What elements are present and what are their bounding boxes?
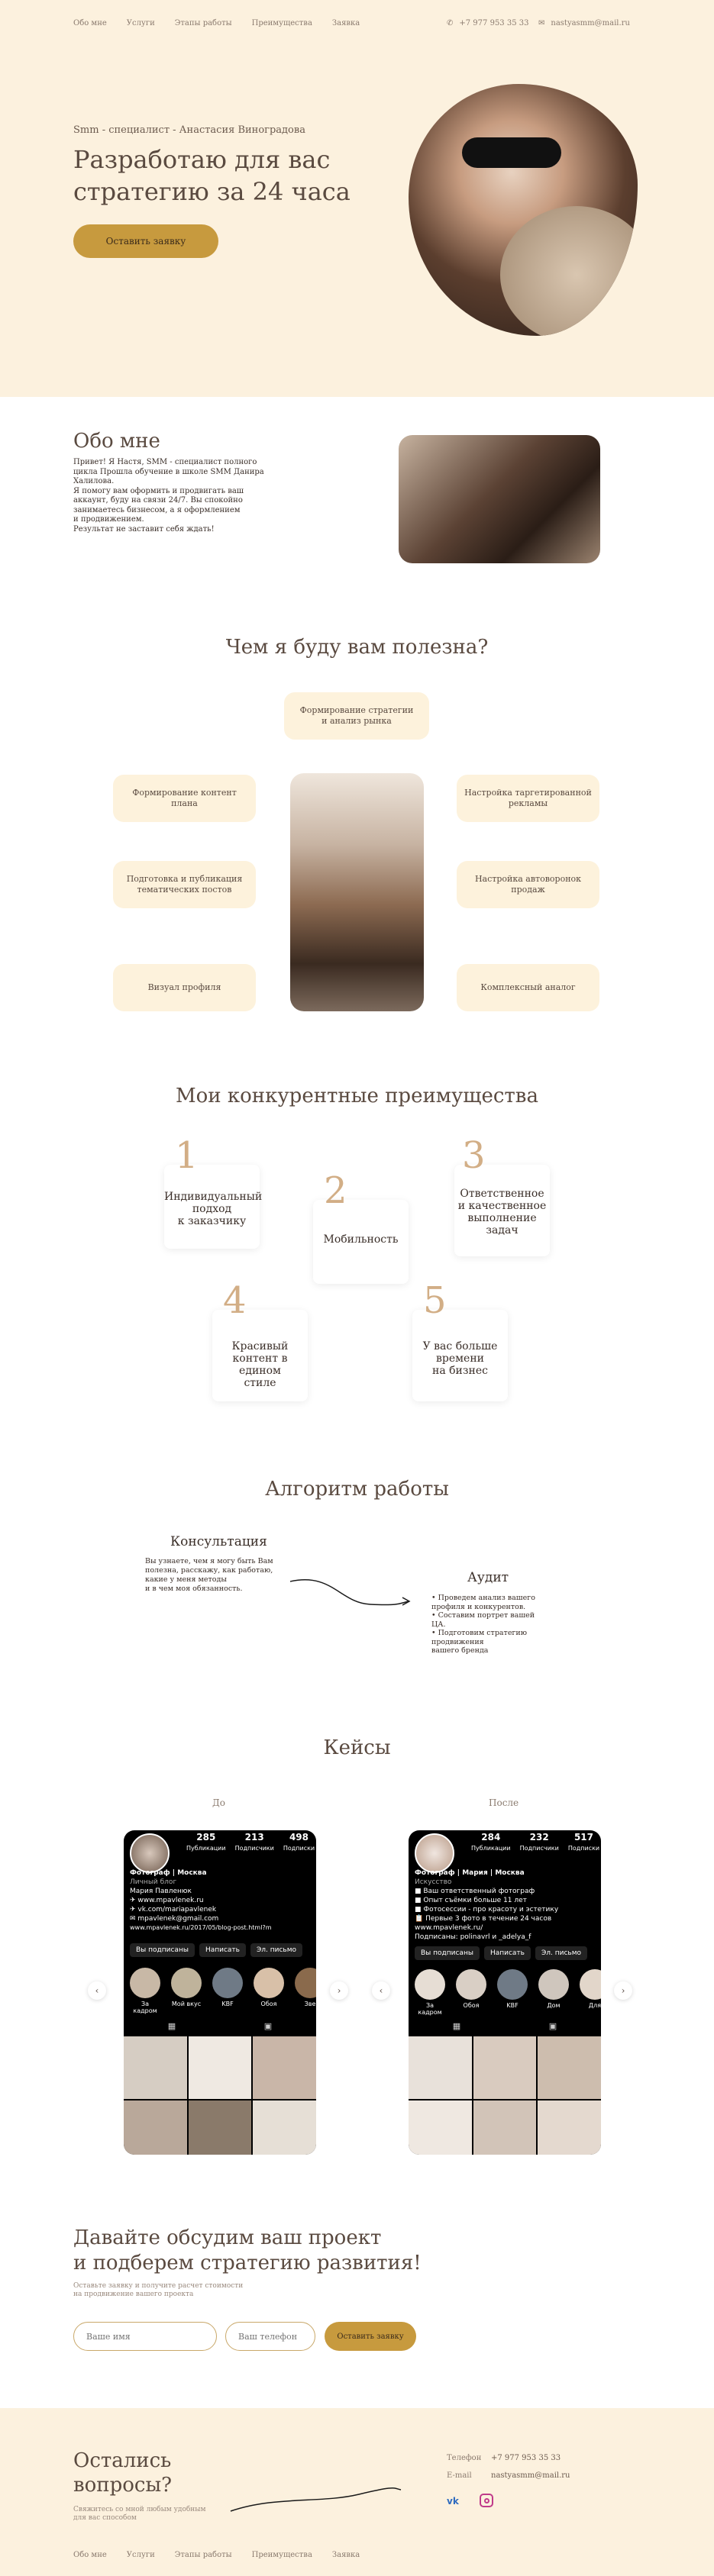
top-nav	[73, 19, 360, 27]
algorithm-arrow	[286, 1572, 416, 1618]
stat-value: 285	[196, 1832, 216, 1843]
service-line: тематических постов	[137, 885, 232, 895]
post-thumb[interactable]	[253, 2036, 316, 2099]
advantage-card	[454, 1134, 550, 1256]
advantages-title: Мои конкурентные преимущества	[176, 1085, 538, 1107]
advantage-number: 1	[175, 1134, 199, 1177]
stat-followers	[235, 1832, 274, 1852]
footer-title-line2: вопросы?	[73, 2474, 173, 2497]
service-line: и анализ рынка	[321, 716, 392, 726]
post-thumb[interactable]	[538, 2036, 601, 2099]
profile-buttons	[415, 1946, 587, 1960]
header-email-text: nastyasmm@mail.ru	[551, 19, 630, 27]
footer-phone[interactable]: +7 977 953 35 33	[491, 2454, 561, 2462]
highlight-label: Мой вкус	[171, 2001, 202, 2007]
bio-line: ■ Ваш ответственный фотограф	[415, 1888, 535, 1895]
bio-line: ✉ mpavlenek@gmail.com	[130, 1915, 219, 1923]
footer-phone-label: Телефон	[447, 2454, 482, 2462]
avatar	[130, 1833, 170, 1873]
bio-line: Искусство	[415, 1878, 452, 1886]
about-line: аккаунт, буду на связи 24/7. Вы спокойно	[73, 496, 243, 505]
about-line: Результат не заставит себя ждать!	[73, 524, 215, 534]
highlight-label: KBF	[506, 2002, 519, 2009]
highlight[interactable]	[415, 1969, 445, 2016]
mail-icon: ✉	[538, 19, 545, 27]
post-thumb[interactable]	[124, 2100, 187, 2155]
footer-nav-stages[interactable]: Этапы работы	[174, 2551, 232, 2559]
stat-value: 213	[244, 1832, 264, 1843]
advantage-line: Мобильность	[323, 1233, 399, 1246]
stat-label: Подписки	[567, 1845, 600, 1852]
fur-coat-shape	[500, 206, 638, 336]
bio-line: www.mpavlenek.ru/2017/05/blog-post.html?m	[130, 1924, 272, 1931]
advantage-line: подход	[192, 1203, 232, 1215]
avatar	[415, 1833, 454, 1873]
step-consultation-title: Консультация	[170, 1534, 267, 1549]
advantage-line: на бизнес	[432, 1365, 488, 1377]
step-line: полезна, расскажу, как работаю,	[145, 1566, 273, 1575]
cases-title: Кейсы	[323, 1736, 391, 1759]
highlight[interactable]	[212, 1968, 243, 2014]
footer-title	[73, 2449, 172, 2497]
profile-bio	[415, 1868, 558, 1942]
bio-line: Фотограф | Москва	[130, 1869, 207, 1877]
service-line: Подготовка и публикация	[126, 874, 243, 884]
advantage-line: задач	[486, 1224, 519, 1236]
advantage-card	[212, 1279, 308, 1401]
step-audit-title: Аудит	[467, 1570, 509, 1585]
advantage-number: 4	[223, 1279, 247, 1322]
advantage-line: Красивый	[231, 1340, 289, 1352]
story-highlights	[415, 1969, 601, 2016]
advantage-line: и качественное	[457, 1200, 547, 1212]
footer-note	[73, 2506, 205, 2523]
stat-label: Подписчики	[234, 1845, 274, 1852]
post-thumb[interactable]	[538, 2100, 601, 2155]
bio-line: 📋 Первые 3 фото в течение 24 часов	[415, 1915, 552, 1923]
stat-following	[283, 1832, 315, 1852]
stat-value: 232	[529, 1832, 549, 1843]
instagram-icon[interactable]	[480, 2494, 493, 2507]
footer-note-line2: для вас способом	[73, 2514, 137, 2522]
services-title: Чем я буду вам полезна?	[225, 636, 489, 659]
stat-value: 517	[573, 1832, 593, 1843]
chevron-right-icon: ›	[337, 1985, 341, 1996]
stat-value: 284	[481, 1832, 501, 1843]
service-line: Комплексный аналог	[480, 982, 576, 992]
services-photo	[290, 773, 424, 1011]
stat-posts	[186, 1832, 226, 1852]
cases-before-prev-button[interactable]	[88, 1981, 106, 2000]
grid-icon[interactable]: ▦	[167, 2021, 176, 2031]
header-phone-text: +7 977 953 35 33	[459, 19, 529, 27]
nav-item-request[interactable]: Заявка	[331, 19, 360, 27]
advantage-number: 3	[462, 1134, 486, 1177]
post-grid	[409, 2036, 601, 2155]
footer-note-line1: Свяжитесь со мной любым удобным	[73, 2506, 206, 2513]
highlight[interactable]	[580, 1969, 601, 2016]
footer-nav-request[interactable]: Заявка	[331, 2551, 360, 2559]
sunglasses-shape	[462, 137, 561, 168]
step-audit-text	[431, 1594, 535, 1656]
hero-title-line2: стратегию за 24 часа	[73, 177, 351, 206]
highlight[interactable]	[497, 1969, 528, 2016]
advantage-line: Индивидуальный	[164, 1191, 263, 1203]
post-thumb[interactable]	[473, 2100, 537, 2155]
cases-before-label: До	[212, 1797, 225, 1808]
step-line: Вы узнаете, чем я могу быть Вам	[145, 1557, 273, 1565]
step-line: какие у меня методы	[145, 1575, 227, 1584]
service-card-visual	[113, 964, 256, 1011]
highlight-label: KBF	[221, 2001, 234, 2007]
post-grid	[124, 2036, 316, 2155]
advantage-card	[412, 1279, 508, 1401]
step-line: профиля и конкурентов.	[431, 1602, 526, 1611]
stat-following	[568, 1832, 599, 1852]
advantage-card	[164, 1134, 263, 1249]
footer-email[interactable]: nastyasmm@mail.ru	[491, 2471, 570, 2480]
name-input[interactable]	[73, 2322, 217, 2351]
post-thumb[interactable]	[409, 2100, 472, 2155]
form-note-line2: на продвижение вашего проекта	[73, 2291, 194, 2298]
advantage-line: к заказчику	[177, 1215, 247, 1227]
service-line: плана	[171, 798, 198, 808]
advantage-line: стиле	[244, 1377, 276, 1389]
step-line: ЦА.	[431, 1620, 446, 1629]
highlight[interactable]	[538, 1969, 569, 2016]
highlight-label: За кадром	[418, 2002, 442, 2016]
header-email[interactable]	[538, 19, 630, 27]
bio-line: ✈ www.mpavlenek.ru	[130, 1897, 204, 1904]
stat-value: 498	[289, 1832, 309, 1843]
form-title-line1: Давайте обсудим ваш проект	[73, 2226, 382, 2249]
footer-nav-about[interactable]: Обо мне	[73, 2551, 107, 2559]
nav-item-stages[interactable]: Этапы работы	[174, 19, 232, 27]
advantage-line: У вас больше	[422, 1340, 498, 1352]
advantage-line: времени	[436, 1352, 484, 1365]
message-button[interactable]: Написать	[199, 1943, 246, 1957]
highlight[interactable]	[295, 1968, 316, 2014]
chevron-right-icon: ›	[621, 1985, 625, 1996]
cases-after-label: После	[489, 1797, 519, 1808]
service-card-content-plan	[113, 775, 256, 822]
phone-icon: ✆	[447, 19, 454, 27]
about-line: цикла Прошла обучение в школе SMM Данира	[73, 467, 264, 476]
about-title: Обо мне	[73, 430, 160, 453]
nav-item-about[interactable]: Обо мне	[73, 19, 107, 27]
profile-stats	[186, 1832, 315, 1852]
highlight-label: Дом	[547, 2002, 561, 2009]
bio-line: Фотограф | Мария | Москва	[415, 1869, 525, 1877]
tagged-icon[interactable]: ▣	[263, 2021, 273, 2031]
chevron-left-icon: ‹	[379, 1985, 383, 1996]
about-line: Я помогу вам оформить и продвигать ваш	[73, 486, 244, 495]
service-card-funnels	[457, 861, 599, 908]
highlight[interactable]	[130, 1968, 160, 2014]
highlight[interactable]	[456, 1969, 486, 2016]
story-highlights	[130, 1968, 316, 2014]
nav-item-services[interactable]: Услуги	[126, 19, 155, 27]
about-text	[73, 458, 264, 534]
bio-line: ■ Фотосессии - про красоту и эстетику	[415, 1906, 559, 1913]
step-consultation-text	[145, 1557, 273, 1594]
profile-tabs	[124, 2021, 316, 2033]
service-line: Визуал профиля	[147, 982, 221, 992]
following-button[interactable]: Вы подписаны	[130, 1943, 195, 1957]
service-card-posts	[113, 861, 256, 908]
post-thumb[interactable]	[253, 2100, 316, 2155]
post-thumb[interactable]	[473, 2036, 537, 2099]
bio-line: Личный блог	[130, 1878, 177, 1886]
stat-label: Публикации	[471, 1845, 511, 1852]
bio-line: ✈ vk.com/mariapavlenek	[130, 1906, 217, 1913]
email-button[interactable]: Эл. письмо	[535, 1946, 587, 1960]
advantage-number: 2	[324, 1169, 347, 1212]
tagged-icon[interactable]: ▣	[548, 2021, 557, 2031]
profile-tabs	[409, 2021, 601, 2033]
stat-label: Подписчики	[519, 1845, 559, 1852]
following-button[interactable]: Вы подписаны	[415, 1946, 480, 1960]
advantage-line: Ответственное	[460, 1188, 544, 1200]
service-card-analysis	[457, 964, 599, 1011]
message-button[interactable]: Написать	[484, 1946, 531, 1960]
grid-icon[interactable]: ▦	[452, 2021, 461, 2031]
phone-input[interactable]	[225, 2322, 315, 2351]
bio-line: ■ Опыт съёмки больше 11 лет	[415, 1897, 527, 1904]
stat-label: Подписки	[283, 1845, 315, 1852]
post-thumb[interactable]	[189, 2100, 252, 2155]
step-line: продвижения	[431, 1637, 484, 1646]
cases-after-next-button[interactable]	[614, 1981, 632, 2000]
advantage-card	[313, 1169, 409, 1284]
form-note	[73, 2282, 243, 2299]
step-line: • Подготовим стратегию	[431, 1629, 528, 1637]
footer-arrow	[229, 2481, 405, 2519]
email-button[interactable]: Эл. письмо	[250, 1943, 302, 1957]
highlight-label: Обоя	[260, 2001, 277, 2007]
profile-stats	[471, 1832, 599, 1852]
highlight-label: За кадром	[133, 2001, 157, 2014]
about-line: Халилова.	[73, 477, 115, 485]
form-title	[73, 2226, 422, 2276]
footer-title-line1: Остались	[73, 2449, 172, 2472]
hero-cta-button[interactable]: Оставить заявку	[73, 224, 218, 258]
footer-nav-services[interactable]: Услуги	[126, 2551, 155, 2559]
bio-line: www.mpavlenek.ru/	[415, 1924, 483, 1932]
service-card-targeting	[457, 775, 599, 822]
about-line: и продвижением.	[73, 515, 144, 524]
service-line: Формирование контент	[132, 788, 237, 798]
form-title-line2: и подберем стратегию развития!	[73, 2252, 422, 2275]
bio-line: Подписаны: polinavrl и _adelya_f	[415, 1933, 531, 1941]
profile-bio	[130, 1868, 271, 1933]
hero-subtitle: Smm - специалист - Анастасия Виноградова	[73, 124, 305, 136]
profile-buttons	[130, 1943, 302, 1957]
stat-label: Публикации	[186, 1845, 226, 1852]
highlight[interactable]	[254, 1968, 284, 2014]
case-after-screenshot	[409, 1830, 601, 2155]
stat-posts	[471, 1832, 511, 1852]
service-line: рекламы	[508, 798, 548, 808]
post-thumb[interactable]	[409, 2036, 472, 2099]
advantage-number: 5	[423, 1279, 447, 1322]
about-line: Привет! Я Настя, SMM - специалист полного	[73, 458, 257, 466]
stat-followers	[520, 1832, 559, 1852]
footer-email-label: E-mail	[447, 2471, 472, 2480]
hero-title	[73, 143, 351, 208]
cases-after-prev-button[interactable]	[372, 1981, 390, 2000]
bio-line: Мария Павленюк	[130, 1888, 192, 1895]
about-photo	[399, 435, 600, 563]
footer-nav-advantages[interactable]: Преимущества	[251, 2551, 312, 2559]
highlight-label: Для	[588, 2002, 601, 2009]
form-note-line1: Оставьте заявку и получите расчет стоимости	[73, 2282, 244, 2290]
chevron-left-icon: ‹	[95, 1985, 99, 1996]
header-phone[interactable]	[447, 19, 528, 27]
service-line: Настройка автоворонок	[474, 874, 582, 884]
step-line: и в чем моя обязанность.	[145, 1585, 243, 1593]
vk-icon[interactable]: vk	[447, 2496, 459, 2507]
step-line: • Проведем анализ вашего	[431, 1594, 535, 1602]
highlight[interactable]	[171, 1968, 202, 2014]
advantage-line: выполнение	[467, 1212, 537, 1224]
case-before-screenshot	[124, 1830, 316, 2155]
footer-nav	[73, 2551, 360, 2559]
service-line: Настройка таргетированной	[464, 788, 592, 798]
post-thumb[interactable]	[124, 2036, 187, 2099]
post-thumb[interactable]	[189, 2036, 252, 2099]
hero-title-line1: Разработаю для вас	[73, 145, 331, 174]
advantage-line: контент в едином	[232, 1352, 288, 1377]
service-line: продаж	[511, 885, 545, 895]
cases-before-next-button[interactable]	[330, 1981, 348, 2000]
service-line: Формирование стратегии	[299, 705, 414, 715]
submit-button[interactable]: Оставить заявку	[325, 2322, 416, 2351]
step-line: вашего бренда	[431, 1646, 489, 1655]
instagram-lens	[484, 2498, 489, 2503]
nav-item-advantages[interactable]: Преимущества	[251, 19, 312, 27]
service-card-strategy	[284, 692, 429, 740]
highlight-label: Обоя	[463, 2002, 480, 2009]
algorithm-title: Алгоритм работы	[265, 1478, 449, 1501]
about-line: занимаетесь бизнесом, а я оформлением	[73, 505, 241, 514]
step-line: • Составим портрет вашей	[431, 1611, 535, 1620]
highlight-label: Зве	[304, 2001, 316, 2007]
